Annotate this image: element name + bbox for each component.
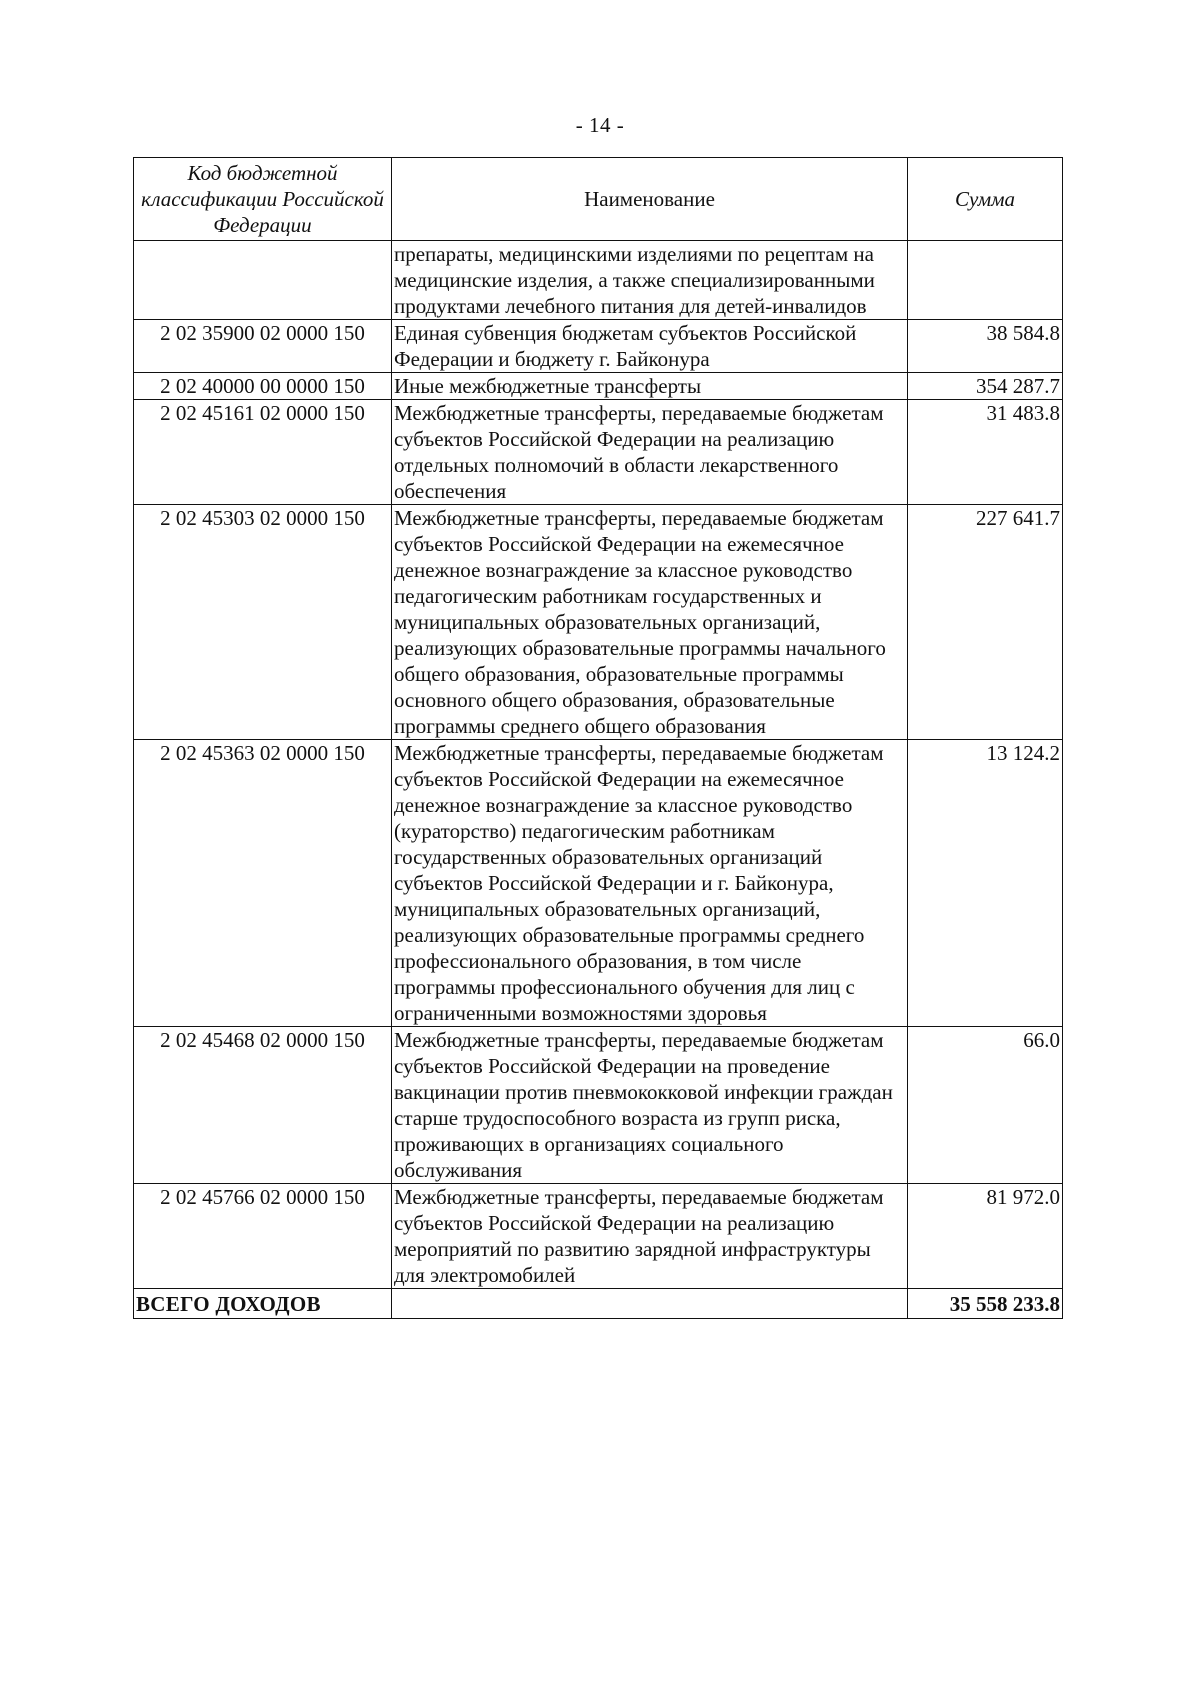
total-row <box>134 1289 1063 1319</box>
total-sum: 35 558 233.8 <box>908 1289 1063 1319</box>
row-code: 2 02 40000 00 0000 150 <box>134 373 392 400</box>
row-name: Межбюджетные трансферты, передаваемые бюджетам субъектов Российской Федерации на реализацию мероприятий по развитию зарядной инфраструктуры для электромобилей <box>392 1184 908 1289</box>
row-code: 2 02 45363 02 0000 150 <box>134 740 392 1027</box>
header-sum: Сумма <box>908 158 1063 241</box>
table-header-row <box>134 158 1063 241</box>
table-row <box>134 320 1063 373</box>
table-row <box>134 241 1063 320</box>
total-name <box>392 1289 908 1319</box>
row-sum: 81 972.0 <box>908 1184 1063 1289</box>
row-name: Межбюджетные трансферты, передаваемые бюджетам субъектов Российской Федерации на ежемесячное денежное вознаграждение за классное руководство (кураторство) педагогическим работникам государственных образовательных организаций субъектов Российской Федерации и г. Байконура, муниципальных образовательных организаций, реализующих образовательные программы среднего профессионального образования, в том числе программы профессионального обучения для лиц с ограниченными возможностями здоровья <box>392 740 908 1027</box>
table-row <box>134 400 1063 505</box>
row-name: Межбюджетные трансферты, передаваемые бюджетам субъектов Российской Федерации на проведение вакцинации против пневмококковой инфекции граждан старше трудоспособного возраста из групп риска, проживающих в организациях социального обслуживания <box>392 1027 908 1184</box>
row-code: 2 02 45161 02 0000 150 <box>134 400 392 505</box>
row-sum: 227 641.7 <box>908 505 1063 740</box>
row-sum: 13 124.2 <box>908 740 1063 1027</box>
table-row <box>134 1184 1063 1289</box>
table-row <box>134 373 1063 400</box>
row-code: 2 02 45766 02 0000 150 <box>134 1184 392 1289</box>
row-name: Межбюджетные трансферты, передаваемые бюджетам субъектов Российской Федерации на реализацию отдельных полномочий в области лекарственного обеспечения <box>392 400 908 505</box>
page-number: - 14 - <box>575 113 625 137</box>
table-row <box>134 1027 1063 1184</box>
header-code: Код бюджетной классификации Российской Федерации <box>134 158 392 241</box>
header-name: Наименование <box>392 158 908 241</box>
row-name: Иные межбюджетные трансферты <box>392 373 908 400</box>
row-code: 2 02 45468 02 0000 150 <box>134 1027 392 1184</box>
row-code <box>134 241 392 320</box>
row-name: препараты, медицинскими изделиями по рецептам на медицинские изделия, а также специализированными продуктами лечебного питания для детей-инвалидов <box>392 241 908 320</box>
total-label: ВСЕГО ДОХОДОВ <box>134 1289 392 1319</box>
row-code: 2 02 35900 02 0000 150 <box>134 320 392 373</box>
row-sum: 38 584.8 <box>908 320 1063 373</box>
row-sum: 31 483.8 <box>908 400 1063 505</box>
row-sum: 354 287.7 <box>908 373 1063 400</box>
row-sum <box>908 241 1063 320</box>
budget-income-table <box>133 157 1063 1319</box>
table-row <box>134 740 1063 1027</box>
row-name: Единая субвенция бюджетам субъектов Российской Федерации и бюджету г. Байконура <box>392 320 908 373</box>
table-row <box>134 505 1063 740</box>
row-sum: 66.0 <box>908 1027 1063 1184</box>
row-name: Межбюджетные трансферты, передаваемые бюджетам субъектов Российской Федерации на ежемесячное денежное вознаграждение за классное руководство педагогическим работникам государственных и муниципальных образовательных организаций, реализующих образовательные программы начального общего образования, образовательные программы основного общего образования, образовательные программы среднего общего образования <box>392 505 908 740</box>
row-code: 2 02 45303 02 0000 150 <box>134 505 392 740</box>
